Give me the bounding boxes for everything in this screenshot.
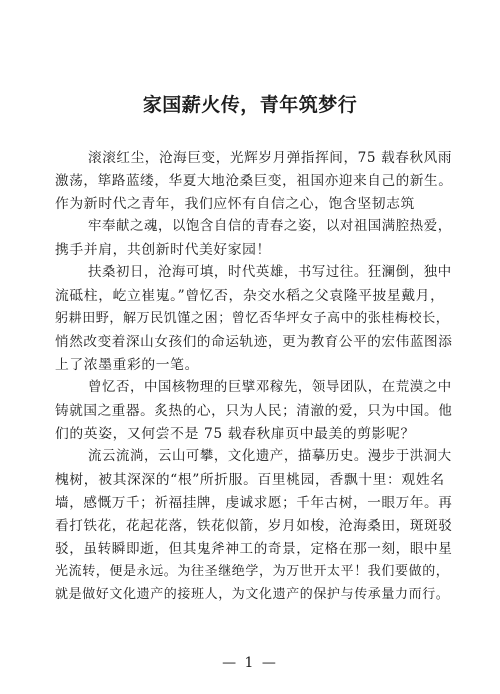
text-line: 上了浓墨重彩的一笔。 (55, 357, 199, 373)
text-line: 躬耕田野，解万民饥馑之困；曾忆否华坪女子高中的张桂梅校长， (55, 311, 450, 326)
text-line: 激荡，筚路蓝缕，华夏大地沧桑巨变，祖国亦迎来自己的新生。 (55, 173, 453, 189)
text-line: 扶桑初日，沧海可填，时代英雄，书写过往。狂澜倒，独中 (88, 265, 452, 280)
text-line: 滚滚红尘，沧海巨变，光辉岁月弹指挥间，75 载春秋风雨 (88, 150, 453, 166)
text-line: 看打铁花，花起花落，铁花似箭，岁月如梭，沧海桑田，斑斑驳 (55, 518, 453, 534)
text-line: 们的英姿，又何尝不是 75 载春秋扉页中最美的剪影呢？ (55, 426, 415, 442)
text-line: 驳，虽转瞬即逝，但其鬼斧神工的奇景，定格在那一刻，眼中星 (55, 541, 453, 557)
text-line: 墙，感慨万千；祈福挂牌，虔诚求愿；千年古树，一眼万年。再 (55, 495, 453, 511)
text-line: 悄然改变着深山女孩们的命运轨迹，更为教育公平的宏伟蓝图添 (55, 334, 453, 350)
text-line: 流砥柱，屹立崔嵬。”曾忆否，杂交水稻之父袁隆平披星戴月， (55, 288, 445, 304)
page-number: — 1 — (222, 655, 278, 671)
text-line: 携手并肩，共创新时代美好家园！ (55, 242, 271, 258)
text-line: 就是做好文化遗产的接班人，为文化遗产的保护与传承量力而行。 (55, 587, 450, 602)
text-line: 流云流淌，云山可攀，文化遗产，描摹历史。漫步于洪洞大 (88, 449, 452, 464)
text-line: 槐树，被其深深的“根”所折服。百里桃园，香飘十里：观姓名 (55, 472, 445, 488)
text-line: 牢奉献之魂，以饱含自信的青春之姿，以对祖国满腔热爱， (88, 219, 452, 234)
text-line: 作为新时代之青年，我们应怀有自信之心，饱含坚韧志筑 (55, 196, 415, 212)
document-title: 家国薪火传，青年筑梦行 (142, 94, 358, 116)
text-line: 铸就国之重器。炙热的心，只为人民；清澈的爱，只为中国。他 (55, 403, 453, 419)
text-line: 曾忆否，中国核物理的巨擘邓稼先，领导团队，在荒漠之中 (88, 380, 452, 395)
text-line: 光流转，便是永远。为往圣继绝学，为万世开太平！我们要做的， (55, 564, 450, 579)
